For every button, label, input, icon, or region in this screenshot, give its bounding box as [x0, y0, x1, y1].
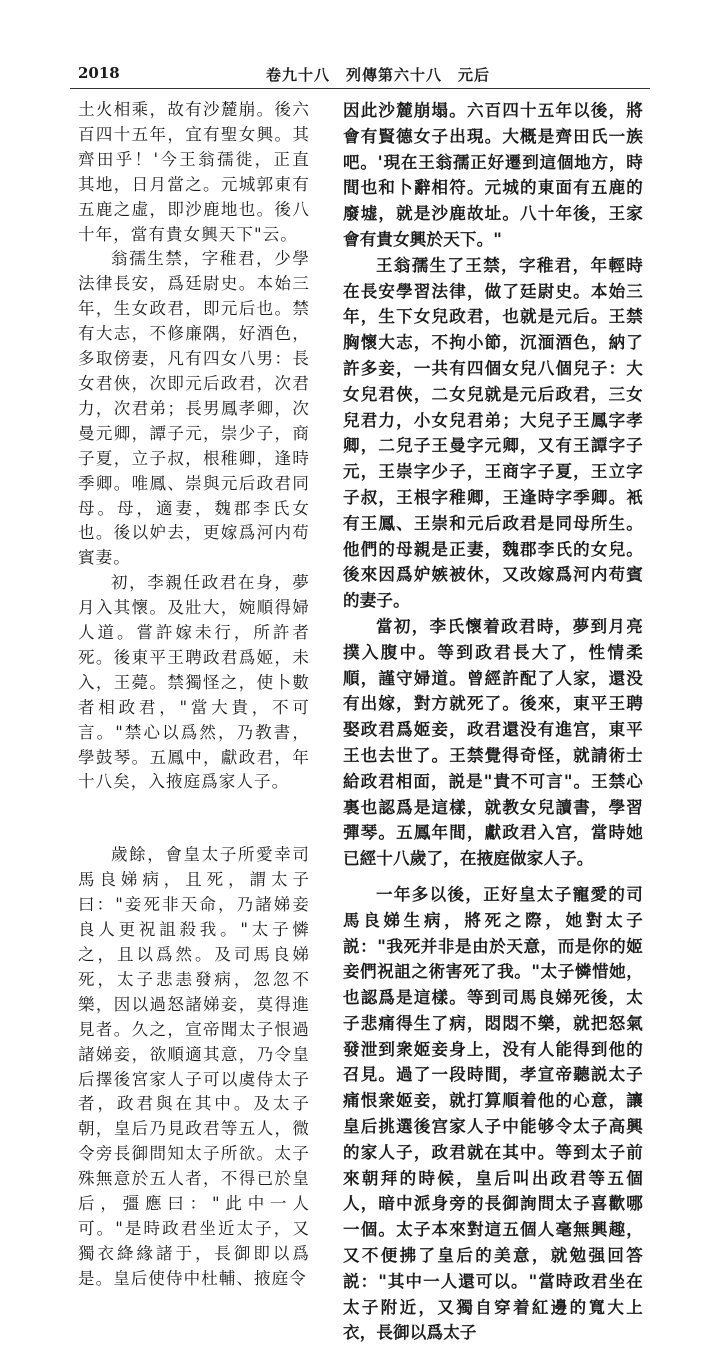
vernacular-translation-column — [343, 98, 643, 1346]
vernacular-paragraph-1: 因此沙麓崩塌。六百四十五年以後，將會有賢德女子出現。大概是齊田氏一族吧。'現在王翁孺正好遷到這個地方，時間也和卜辭相符。元城的東面有五鹿的廢墟，就是沙鹿故址。八十年後，王家會有貴女興於天下。" — [343, 101, 643, 249]
classical-paragraph-2: 翁孺生禁，字稚君，少學法律長安，爲廷尉史。本始三年，生女政君，即元后也。禁有大志，不修廉隅，好酒色，多取傍妻，凡有四女八男：長女君俠，次即元后政君，次君力，次君弟；長男鳳孝卿，次曼元卿，譚子元，崇少子，商子夏，立子叔，根稚卿，逢時季卿。唯鳳、崇與元后政君同母。母，適妻，魏郡李氏女也。後以妒去，更嫁爲河内苟賓妻。 — [78, 249, 310, 568]
classical-paragraph-3: 初，李親任政君在身，夢月入其懷。及壯大，婉順得婦人道。嘗許嫁未行，所許者死。後東平王聘政君爲姬，未入，王薨。禁獨怪之，使卜數者相政君，"當大貴，不可言。"禁心以爲然，乃教書，學鼓琴。五鳳中，獻政君，年十八矣，入掖庭爲家人子。 — [78, 573, 310, 792]
classical-paragraph-1: 土火相乘，故有沙麓崩。後六百四十五年，宜有聖女興。其齊田乎！'今王翁孺徙，正直其地，日月當之。元城郭東有五鹿之虛，即沙鹿地也。後八十年，當有貴女興天下"云。 — [78, 100, 310, 244]
classical-paragraph-4: 歲餘，會皇太子所愛幸司馬良娣病，且死，謂太子曰："妾死非天命，乃諸娣妾良人更祝詛殺我。"太子憐之，且以爲然。及司馬良娣死，太子悲恚發病，忽忽不樂，因以過怒諸娣妾，莫得進見者。久之，宣帝聞太子恨過諸娣妾，欲順適其意，乃令皇后擇後宮家人子可以虞侍太子者，政君與在其中。及太子朝，皇后乃見政君等五人，微令旁長御問知太子所欲。太子殊無意於五人者，不得已於皇后，彊應曰："此中一人可。"是時政君坐近太子，又獨衣絳緣諸于，長御即以爲是。皇后使侍中杜輔、掖庭令 — [78, 845, 310, 1288]
header-rule — [70, 88, 650, 89]
vernacular-paragraph-2: 王翁孺生了王禁，字稚君，年輕時在長安學習法律，做了廷尉史。本始三年，生下女兒政君，也就是元后。王禁胸懷大志，不拘小節，沉湎酒色，納了許多妾，一共有四個女兒八個兒子：大女兒君俠，二女兒就是元后政君，三女兒君力，小女兒君弟；大兒子王鳳字孝卿，二兒子王曼字元卿，又有王譚字子元，王崇字少子，王商字子夏，王立字子叔，王根字稚卿，王逢時字季卿。衹有王鳳、王崇和元后政君是同母所生。他們的母親是正妻，魏郡李氏的女兒。後來因爲妒嫉被休，又改嫁爲河内苟賓的妻子。 — [343, 255, 643, 611]
page-number: 2018 — [78, 64, 120, 82]
classical-text-column — [78, 98, 310, 1292]
vernacular-paragraph-4: 一年多以後，正好皇太子寵愛的司馬良娣生病，將死之際，她對太子説："我死并非是由於天意，而是你的姬妾們祝詛之術害死了我。"太子憐惜她，也認爲是這樣。等到司馬良娣死後，太子悲痛得生了病，悶悶不樂，就把怒氣發泄到衆姬妾身上，没有人能得到他的召見。過了一段時間，孝宣帝聽説太子痛恨衆姬妾，就打算順着他的心意，讓皇后挑選後宫家人子中能够令太子高興的家人子，政君就在其中。等到太子前來朝拜的時候，皇后叫出政君等五個人，暗中派身旁的長御詢問太子喜歡哪一個。太子本來對這五個人毫無興趣，又不便拂了皇后的美意，就勉强回答説："其中一人還可以。"當時政君坐在太子附近，又獨自穿着紅邊的寬大上衣，長御以爲太子 — [343, 884, 643, 1343]
paragraph-gap — [78, 795, 310, 843]
vernacular-paragraph-3: 當初，李氏懷着政君時，夢到月亮撲入腹中。等到政君長大了，性情柔順，謹守婦道。曾經許配了人家，還没有出嫁，對方就死了。後來，東平王聘娶政君爲姬妾，政君還没有進宫，東平王也去世了。王禁覺得奇怪，就請術士給政君相面，説是"貴不可言"。王禁心裏也認爲是這樣，就教女兒讀書，學習彈琴。五鳳年間，獻政君入宫，當時她已經十八歲了，在掖庭做家人子。 — [343, 616, 643, 869]
page-header — [0, 60, 716, 90]
running-title: 卷九十八 列傳第六十八 元后 — [266, 66, 491, 84]
paragraph-gap — [343, 872, 643, 882]
